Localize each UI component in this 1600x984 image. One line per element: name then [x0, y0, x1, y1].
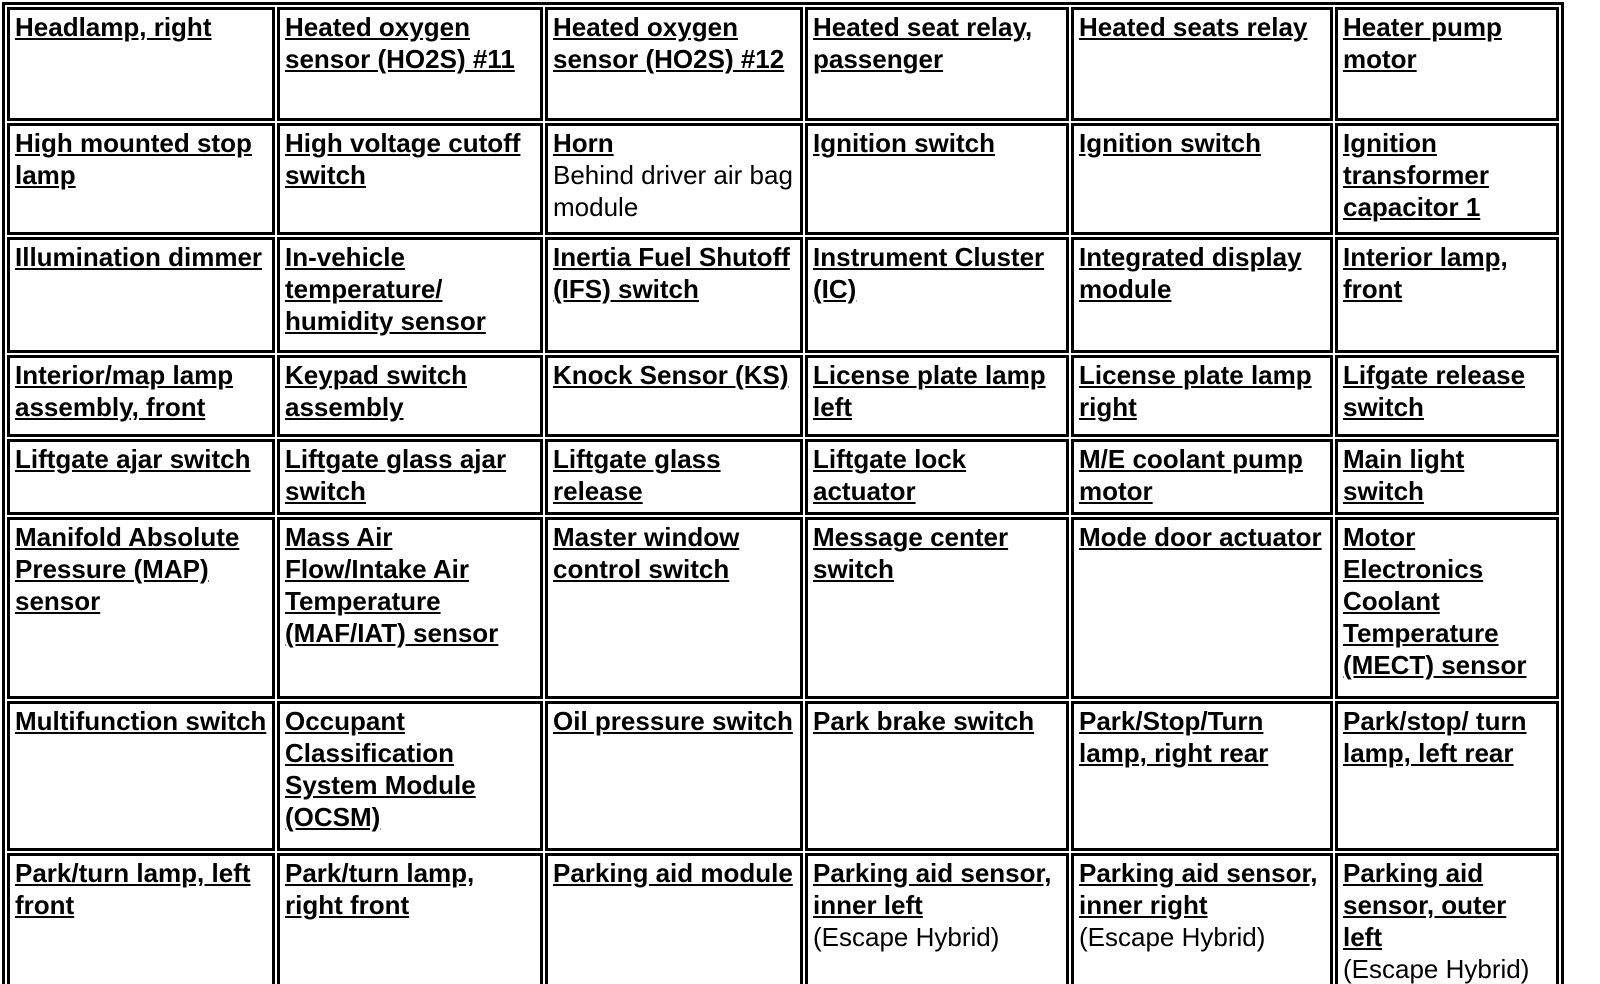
component-link[interactable]: Park brake switch — [813, 706, 1035, 736]
component-link[interactable]: Ignition switch — [1079, 128, 1261, 158]
component-link[interactable]: Inertia Fuel Shutoff (IFS) switch — [553, 242, 790, 304]
component-cell — [1071, 701, 1333, 851]
component-link[interactable]: M/E coolant pump motor — [1079, 444, 1303, 506]
component-link[interactable]: Heater pump motor — [1343, 12, 1502, 74]
component-link[interactable]: Headlamp, right — [15, 12, 212, 42]
component-link[interactable]: Liftgate glass release — [553, 444, 721, 506]
component-cell — [805, 7, 1069, 121]
component-cell — [1071, 123, 1333, 235]
component-cell — [545, 517, 803, 699]
component-link[interactable]: Lifgate release switch — [1343, 360, 1526, 422]
component-note: (Escape Hybrid) — [813, 922, 1000, 952]
component-link[interactable]: License plate lamp right — [1079, 360, 1312, 422]
component-link[interactable]: Heated oxygen sensor (HO2S) #12 — [553, 12, 785, 74]
table-row — [7, 853, 1559, 984]
component-link[interactable]: Liftgate lock actuator — [813, 444, 967, 506]
component-link[interactable]: Oil pressure switch — [553, 706, 793, 736]
component-cell — [545, 701, 803, 851]
component-link[interactable]: Park/turn lamp, left front — [15, 858, 251, 920]
component-cell — [1335, 7, 1559, 121]
component-cell — [805, 237, 1069, 353]
table-row — [7, 355, 1559, 437]
component-cell — [277, 517, 543, 699]
table-row — [7, 237, 1559, 353]
component-cell — [7, 517, 275, 699]
component-cell — [805, 853, 1069, 984]
component-cell — [1335, 355, 1559, 437]
component-cell — [1335, 439, 1559, 515]
component-cell — [805, 517, 1069, 699]
component-link[interactable]: Ignition switch — [813, 128, 995, 158]
component-index-table — [2, 2, 1564, 984]
component-link[interactable]: Park/stop/ turn lamp, left rear — [1343, 706, 1527, 768]
component-link[interactable]: Parking aid sensor, inner right — [1079, 858, 1318, 920]
component-link[interactable]: Occupant Classification System Module (OCSM) — [285, 706, 476, 832]
component-cell — [1071, 7, 1333, 121]
component-link[interactable]: Parking aid sensor, outer left — [1343, 858, 1507, 952]
component-link[interactable]: High voltage cutoff switch — [285, 128, 521, 190]
component-cell — [545, 123, 803, 235]
component-link[interactable]: Interior/map lamp assembly, front — [15, 360, 234, 422]
component-link[interactable]: Ignition transformer capacitor 1 — [1343, 128, 1489, 222]
component-link[interactable]: Message center switch — [813, 522, 1009, 584]
component-link[interactable]: Interior lamp, front — [1343, 242, 1508, 304]
component-cell — [277, 853, 543, 984]
component-link[interactable]: License plate lamp left — [813, 360, 1046, 422]
component-link[interactable]: In-vehicle temperature/ humidity sensor — [285, 242, 486, 336]
component-cell — [277, 123, 543, 235]
component-cell — [805, 123, 1069, 235]
component-cell — [1071, 517, 1333, 699]
component-link[interactable]: Mode door actuator — [1079, 522, 1322, 552]
component-cell — [7, 701, 275, 851]
component-cell — [7, 123, 275, 235]
component-cell — [1335, 123, 1559, 235]
component-cell — [7, 7, 275, 121]
table-row — [7, 517, 1559, 699]
component-cell — [545, 237, 803, 353]
component-link[interactable]: Instrument Cluster (IC) — [813, 242, 1045, 304]
component-cell — [545, 853, 803, 984]
component-link[interactable]: Park/Stop/Turn lamp, right rear — [1079, 706, 1269, 768]
component-cell — [1071, 355, 1333, 437]
component-cell — [7, 853, 275, 984]
component-link[interactable]: Mass Air Flow/Intake Air Temperature (MAF/IAT) sensor — [285, 522, 499, 648]
component-note: (Escape Hybrid) — [1079, 922, 1266, 952]
component-link[interactable]: Horn — [553, 128, 614, 158]
component-cell — [1335, 237, 1559, 353]
table-row — [7, 7, 1559, 121]
component-link[interactable]: Integrated display module — [1079, 242, 1302, 304]
component-cell — [545, 355, 803, 437]
component-link[interactable]: Parking aid module — [553, 858, 793, 888]
component-cell — [1071, 237, 1333, 353]
component-link[interactable]: Liftgate ajar switch — [15, 444, 251, 474]
component-cell — [7, 439, 275, 515]
component-cell — [1071, 439, 1333, 515]
component-cell — [277, 439, 543, 515]
table-row — [7, 439, 1559, 515]
component-link[interactable]: Multifunction switch — [15, 706, 267, 736]
component-note: Behind driver air bag module — [553, 160, 793, 222]
component-cell — [1335, 853, 1559, 984]
component-link[interactable]: Heated seat relay, passenger — [813, 12, 1033, 74]
component-cell — [277, 237, 543, 353]
component-cell — [545, 439, 803, 515]
component-link[interactable]: Motor Electronics Coolant Temperature (MECT) sensor — [1343, 522, 1527, 680]
component-link[interactable]: Park/turn lamp, right front — [285, 858, 475, 920]
component-cell — [1071, 853, 1333, 984]
component-link[interactable]: Heated oxygen sensor (HO2S) #11 — [285, 12, 515, 74]
component-cell — [7, 355, 275, 437]
component-cell — [277, 355, 543, 437]
component-cell — [277, 701, 543, 851]
component-link[interactable]: Keypad switch assembly — [285, 360, 468, 422]
component-cell — [805, 701, 1069, 851]
table-row — [7, 123, 1559, 235]
component-link[interactable]: Liftgate glass ajar switch — [285, 444, 507, 506]
component-link[interactable]: Parking aid sensor, inner left — [813, 858, 1052, 920]
component-cell — [277, 7, 543, 121]
component-link[interactable]: Master window control switch — [553, 522, 740, 584]
component-cell — [805, 355, 1069, 437]
table-row — [7, 701, 1559, 851]
component-cell — [805, 439, 1069, 515]
component-cell — [1335, 701, 1559, 851]
component-link[interactable]: Main light switch — [1343, 444, 1465, 506]
component-link[interactable]: Knock Sensor (KS) — [553, 360, 789, 390]
component-cell — [545, 7, 803, 121]
component-cell — [7, 237, 275, 353]
component-link[interactable]: Illumination dimmer — [15, 242, 263, 272]
component-cell — [1335, 517, 1559, 699]
component-note: (Escape Hybrid) — [1343, 954, 1530, 984]
component-link[interactable]: Manifold Absolute Pressure (MAP) sensor — [15, 522, 240, 616]
component-link[interactable]: Heated seats relay — [1079, 12, 1308, 42]
component-link[interactable]: High mounted stop lamp — [15, 128, 252, 190]
